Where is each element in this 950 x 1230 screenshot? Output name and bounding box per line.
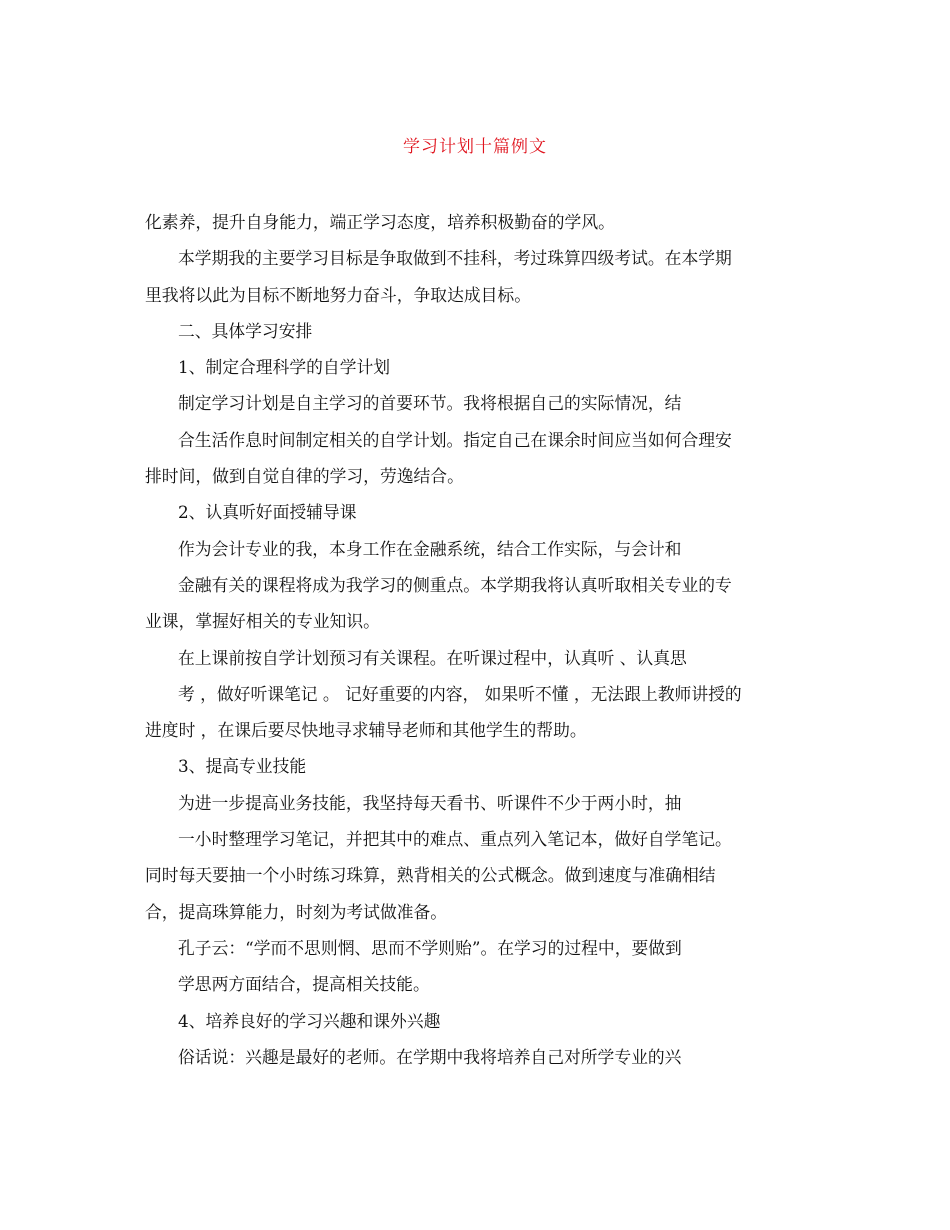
body-line: 排时间，做到自觉自律的学习，劳逸结合。: [145, 466, 464, 487]
body-line: 在上课前按自学计划预习有关课程。在听课过程中，认真听 、认真思: [178, 647, 687, 668]
body-line: 进度时 ，在课后要尽快地寻求辅导老师和其他学生的帮助。: [145, 720, 587, 741]
body-line: 俗话说：兴趣是最好的老师。在学期中我将培养自己对所学专业的兴: [178, 1046, 682, 1067]
body-line: 孔子云：“学而不思则惘、思而不学则贻”。在学习的过程中，要做到: [178, 937, 682, 958]
body-line: 本学期我的主要学习目标是争取做到不挂科，考过珠算四级考试。在本学期: [178, 248, 732, 269]
body-line: 考 ，做好听课笔记 。 记好重要的内容， 如果听不懂 ，无法跟上教师讲授的: [178, 683, 742, 704]
body-line: 1、制定合理科学的自学计划: [178, 357, 391, 378]
body-line: 合，提高珠算能力，时刻为考试做准备。: [145, 901, 448, 922]
body-line: 同时每天要抽一个小时练习珠算，熟背相关的公式概念。做到速度与准确相结: [145, 865, 716, 886]
body-line: 化素养，提升自身能力，端正学习态度，培养积极勤奋的学风。: [145, 212, 615, 232]
body-line: 学思两方面结合，提高相关技能。: [178, 974, 430, 995]
body-line: 为进一步提高业务技能，我坚持每天看书、听课件不少于两小时，抽: [178, 792, 682, 813]
body-line: 业课，掌握好相关的专业知识。: [145, 611, 380, 632]
body-line: 里我将以此为目标不断地努力奋斗，争取达成目标。: [145, 284, 531, 305]
body-line: 合生活作息时间制定相关的自学计划。指定自己在课余时间应当如何合理安: [178, 429, 732, 450]
body-line: 制定学习计划是自主学习的首要环节。我将根据自己的实际情况，结: [178, 393, 682, 414]
body-line: 作为会计专业的我，本身工作在金融系统，结合工作实际，与会计和: [178, 538, 682, 559]
body-line: 一小时整理学习笔记，并把其中的难点、重点列入笔记本，做好自学笔记。: [178, 829, 732, 850]
body-line: 3、提高专业技能: [178, 756, 307, 777]
document-title: 学习计划十篇例文: [403, 137, 547, 157]
body-line: 二、具体学习安排: [178, 320, 313, 341]
body-line: 4、培养良好的学习兴趣和课外兴趣: [178, 1010, 441, 1031]
document-body: [145, 204, 815, 1075]
body-line: 2、认真听好面授辅导课: [178, 502, 357, 523]
body-line: 金融有关的课程将成为我学习的侧重点。本学期我将认真听取相关专业的专: [178, 574, 732, 595]
